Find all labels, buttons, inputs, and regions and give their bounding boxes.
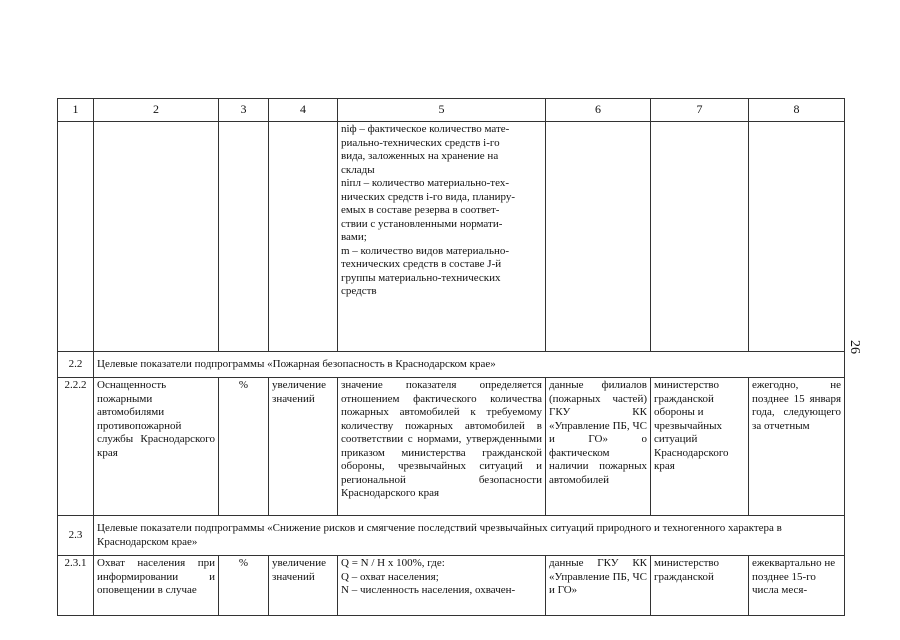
column-header: 2 <box>94 99 219 122</box>
responsible: министерство гражданской обороны и чрезвычайных ситуаций Краснодарского края <box>651 378 749 516</box>
cell-empty <box>651 122 749 352</box>
indicators-table <box>57 98 845 616</box>
column-header: 4 <box>269 99 338 122</box>
method: значение показателя определяется отношением фактического количества пожарных автомобилей к требуемому количеству пожарных автомобилей в соответствии с нормами, утвержденными приказом министерства гражданской обороны, чрезвычайных ситуаций и региональной безопасности Краснодарского края <box>338 378 546 516</box>
cell-empty <box>58 122 94 352</box>
method: Q = N / H х 100%, где: Q – охват населения; N – численность населения, охвачен- <box>338 556 546 616</box>
trend: увеличение значений <box>269 556 338 616</box>
section-number: 2.3 <box>58 516 94 556</box>
header-row <box>58 99 845 122</box>
column-header: 6 <box>546 99 651 122</box>
column-header: 3 <box>219 99 269 122</box>
table-row-continuation <box>58 122 845 352</box>
unit: % <box>219 378 269 516</box>
source: данные ГКУ КК «Управление ПБ, ЧС и ГО» <box>546 556 651 616</box>
column-header: 8 <box>749 99 845 122</box>
deadline: ежегодно, не позднее 15 января года, следующего за отчетным <box>749 378 845 516</box>
deadline: ежеквартально не позднее 15-го числа меся- <box>749 556 845 616</box>
unit: % <box>219 556 269 616</box>
indicator-name: Оснащенность пожарными автомобилями противопожарной службы Краснодарского края <box>94 378 219 516</box>
column-header: 7 <box>651 99 749 122</box>
section-row-2-2 <box>58 352 845 378</box>
indicator-name: Охват населения при информировании и оповещении в случае <box>94 556 219 616</box>
table-row-2-2-2 <box>58 378 845 516</box>
responsible: министерство гражданской <box>651 556 749 616</box>
method-cell: niф – фактическое количество мате- риально-технических средств i-го вида, заложенных на хранение на склады niпл – количество материально-тех- нических средств i-го вида, планиру- емых в составе резерва в соответ- ствии с установленными нормати- вами; m – количество видов материально- технических средств в составе J-й группы материально-технических средств <box>338 122 546 352</box>
row-number: 2.3.1 <box>58 556 94 616</box>
table-row-2-3-1 <box>58 556 845 616</box>
section-title: Целевые показатели подпрограммы «Пожарная безопасность в Краснодарском крае» <box>94 352 845 378</box>
column-header: 1 <box>58 99 94 122</box>
cell-empty <box>269 122 338 352</box>
source: данные филиалов (пожарных частей) ГКУ КК «Управление ПБ, ЧС и ГО» о фактическом наличии пожарных автомобилей <box>546 378 651 516</box>
cell-empty <box>546 122 651 352</box>
column-header: 5 <box>338 99 546 122</box>
section-number: 2.2 <box>58 352 94 378</box>
section-title: Целевые показатели подпрограммы «Снижение рисков и смягчение последствий чрезвычайных ситуаций природного и техногенного характера в Краснодарском крае» <box>94 516 845 556</box>
section-row-2-3 <box>58 516 845 556</box>
trend: увеличение значений <box>269 378 338 516</box>
row-number: 2.2.2 <box>58 378 94 516</box>
cell-empty <box>94 122 219 352</box>
cell-empty <box>219 122 269 352</box>
cell-empty <box>749 122 845 352</box>
page-number: 26 <box>847 340 862 354</box>
